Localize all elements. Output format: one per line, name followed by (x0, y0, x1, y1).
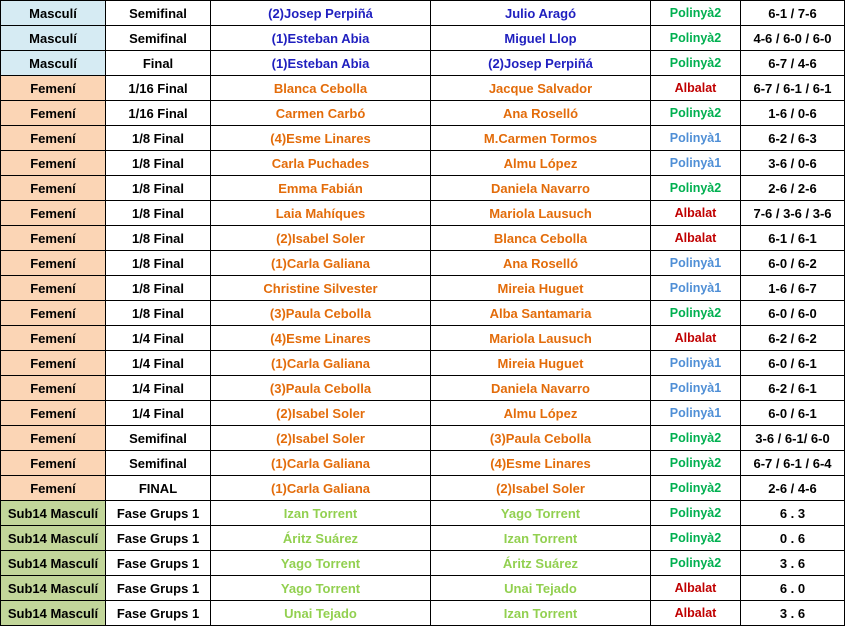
category-cell: Sub14 Masculí (1, 576, 105, 600)
player1-cell: (2)Isabel Soler (211, 401, 430, 425)
score-cell: 2-6 / 2-6 (741, 176, 844, 200)
court-cell: Polinyà1 (651, 376, 740, 400)
category-cell: Masculí (1, 1, 105, 25)
category-cell: Femení (1, 251, 105, 275)
court-cell: Polinyà2 (651, 526, 740, 550)
category-cell: Femení (1, 401, 105, 425)
round-cell: 1/8 Final (106, 251, 210, 275)
player1-cell: Emma Fabián (211, 176, 430, 200)
results-table-body (1, 1, 844, 625)
table-row (1, 501, 844, 525)
score-cell: 0 . 6 (741, 526, 844, 550)
court-cell: Albalat (651, 76, 740, 100)
player2-cell: Alba Santamaria (431, 301, 650, 325)
court-cell: Polinyà1 (651, 351, 740, 375)
table-row (1, 426, 844, 450)
score-cell: 1-6 / 6-7 (741, 276, 844, 300)
round-cell: Semifinal (106, 451, 210, 475)
court-cell: Polinyà2 (651, 101, 740, 125)
table-row (1, 151, 844, 175)
score-cell: 2-6 / 4-6 (741, 476, 844, 500)
round-cell: Fase Grups 1 (106, 526, 210, 550)
court-cell: Polinyà2 (651, 451, 740, 475)
round-cell: Semifinal (106, 426, 210, 450)
court-cell: Polinyà1 (651, 151, 740, 175)
score-cell: 3 . 6 (741, 551, 844, 575)
court-cell: Albalat (651, 201, 740, 225)
table-row (1, 251, 844, 275)
player1-cell: Blanca Cebolla (211, 76, 430, 100)
player2-cell: (2)Isabel Soler (431, 476, 650, 500)
player1-cell: (2)Isabel Soler (211, 226, 430, 250)
table-row (1, 1, 844, 25)
score-cell: 3-6 / 6-1/ 6-0 (741, 426, 844, 450)
player2-cell: Izan Torrent (431, 601, 650, 625)
table-row (1, 601, 844, 625)
court-cell: Polinyà2 (651, 476, 740, 500)
court-cell: Polinyà1 (651, 126, 740, 150)
player1-cell: Carmen Carbó (211, 101, 430, 125)
table-row (1, 126, 844, 150)
player2-cell: Daniela Navarro (431, 176, 650, 200)
player2-cell: Daniela Navarro (431, 376, 650, 400)
table-row (1, 301, 844, 325)
score-cell: 6-0 / 6-1 (741, 351, 844, 375)
player2-cell: Julio Aragó (431, 1, 650, 25)
round-cell: Fase Grups 1 (106, 501, 210, 525)
round-cell: 1/8 Final (106, 126, 210, 150)
table-row (1, 276, 844, 300)
score-cell: 7-6 / 3-6 / 3-6 (741, 201, 844, 225)
score-cell: 6-0 / 6-2 (741, 251, 844, 275)
player2-cell: Mireia Huguet (431, 276, 650, 300)
round-cell: Semifinal (106, 26, 210, 50)
player1-cell: Yago Torrent (211, 551, 430, 575)
category-cell: Femení (1, 226, 105, 250)
table-row (1, 51, 844, 75)
score-cell: 6-7 / 6-1 / 6-1 (741, 76, 844, 100)
player2-cell: M.Carmen Tormos (431, 126, 650, 150)
player1-cell: Unai Tejado (211, 601, 430, 625)
category-cell: Femení (1, 351, 105, 375)
category-cell: Femení (1, 176, 105, 200)
category-cell: Femení (1, 201, 105, 225)
score-cell: 6-7 / 4-6 (741, 51, 844, 75)
player2-cell: (2)Josep Perpiñá (431, 51, 650, 75)
round-cell: 1/4 Final (106, 351, 210, 375)
court-cell: Polinyà2 (651, 26, 740, 50)
player2-cell: Yago Torrent (431, 501, 650, 525)
category-cell: Sub14 Masculí (1, 551, 105, 575)
category-cell: Masculí (1, 26, 105, 50)
category-cell: Femení (1, 451, 105, 475)
score-cell: 6-0 / 6-1 (741, 401, 844, 425)
score-cell: 6 . 3 (741, 501, 844, 525)
category-cell: Femení (1, 376, 105, 400)
round-cell: 1/8 Final (106, 301, 210, 325)
round-cell: FINAL (106, 476, 210, 500)
court-cell: Polinyà2 (651, 426, 740, 450)
round-cell: 1/8 Final (106, 176, 210, 200)
round-cell: 1/4 Final (106, 376, 210, 400)
score-cell: 3 . 6 (741, 601, 844, 625)
player1-cell: Christine Silvester (211, 276, 430, 300)
score-cell: 6-1 / 7-6 (741, 1, 844, 25)
category-cell: Sub14 Masculí (1, 501, 105, 525)
score-cell: 6-1 / 6-1 (741, 226, 844, 250)
table-row (1, 376, 844, 400)
round-cell: 1/16 Final (106, 76, 210, 100)
player1-cell: (4)Esme Linares (211, 126, 430, 150)
player2-cell: Blanca Cebolla (431, 226, 650, 250)
category-cell: Sub14 Masculí (1, 526, 105, 550)
round-cell: 1/8 Final (106, 276, 210, 300)
round-cell: Final (106, 51, 210, 75)
round-cell: 1/8 Final (106, 226, 210, 250)
table-row (1, 526, 844, 550)
player1-cell: (2)Josep Perpiñá (211, 1, 430, 25)
player1-cell: (1)Carla Galiana (211, 451, 430, 475)
table-row (1, 351, 844, 375)
player2-cell: Mariola Lausuch (431, 201, 650, 225)
category-cell: Femení (1, 101, 105, 125)
round-cell: Semifinal (106, 1, 210, 25)
table-row (1, 451, 844, 475)
court-cell: Polinyà2 (651, 176, 740, 200)
player2-cell: Unai Tejado (431, 576, 650, 600)
player1-cell: Carla Puchades (211, 151, 430, 175)
player1-cell: Áritz Suárez (211, 526, 430, 550)
court-cell: Albalat (651, 326, 740, 350)
score-cell: 6-7 / 6-1 / 6-4 (741, 451, 844, 475)
player2-cell: Mireia Huguet (431, 351, 650, 375)
table-row (1, 101, 844, 125)
player2-cell: (4)Esme Linares (431, 451, 650, 475)
category-cell: Femení (1, 476, 105, 500)
category-cell: Femení (1, 301, 105, 325)
round-cell: Fase Grups 1 (106, 551, 210, 575)
category-cell: Femení (1, 151, 105, 175)
court-cell: Polinyà2 (651, 301, 740, 325)
score-cell: 3-6 / 0-6 (741, 151, 844, 175)
table-row (1, 201, 844, 225)
round-cell: 1/8 Final (106, 151, 210, 175)
player2-cell: Jacque Salvador (431, 76, 650, 100)
score-cell: 6-2 / 6-2 (741, 326, 844, 350)
player1-cell: (1)Carla Galiana (211, 476, 430, 500)
player1-cell: (1)Carla Galiana (211, 251, 430, 275)
player2-cell: Izan Torrent (431, 526, 650, 550)
court-cell: Albalat (651, 226, 740, 250)
player1-cell: (3)Paula Cebolla (211, 376, 430, 400)
round-cell: 1/16 Final (106, 101, 210, 125)
court-cell: Polinyà1 (651, 276, 740, 300)
player1-cell: (1)Carla Galiana (211, 351, 430, 375)
table-row (1, 26, 844, 50)
court-cell: Polinyà2 (651, 51, 740, 75)
table-row (1, 176, 844, 200)
player1-cell: Yago Torrent (211, 576, 430, 600)
player1-cell: (3)Paula Cebolla (211, 301, 430, 325)
court-cell: Polinyà2 (651, 1, 740, 25)
table-row (1, 476, 844, 500)
score-cell: 6-2 / 6-1 (741, 376, 844, 400)
round-cell: Fase Grups 1 (106, 601, 210, 625)
table-row (1, 226, 844, 250)
score-cell: 4-6 / 6-0 / 6-0 (741, 26, 844, 50)
player2-cell: Mariola Lausuch (431, 326, 650, 350)
score-cell: 1-6 / 0-6 (741, 101, 844, 125)
round-cell: 1/4 Final (106, 326, 210, 350)
category-cell: Masculí (1, 51, 105, 75)
court-cell: Albalat (651, 601, 740, 625)
round-cell: Fase Grups 1 (106, 576, 210, 600)
round-cell: 1/8 Final (106, 201, 210, 225)
score-cell: 6 . 0 (741, 576, 844, 600)
score-cell: 6-0 / 6-0 (741, 301, 844, 325)
player1-cell: Laia Mahíques (211, 201, 430, 225)
category-cell: Femení (1, 126, 105, 150)
player2-cell: Áritz Suárez (431, 551, 650, 575)
category-cell: Femení (1, 326, 105, 350)
score-cell: 6-2 / 6-3 (741, 126, 844, 150)
player1-cell: (1)Esteban Abia (211, 26, 430, 50)
player1-cell: (2)Isabel Soler (211, 426, 430, 450)
player2-cell: Ana Roselló (431, 251, 650, 275)
category-cell: Femení (1, 426, 105, 450)
court-cell: Albalat (651, 576, 740, 600)
table-row (1, 576, 844, 600)
player2-cell: Almu López (431, 151, 650, 175)
category-cell: Sub14 Masculí (1, 601, 105, 625)
court-cell: Polinyà1 (651, 251, 740, 275)
player1-cell: (1)Esteban Abia (211, 51, 430, 75)
round-cell: 1/4 Final (106, 401, 210, 425)
court-cell: Polinyà2 (651, 551, 740, 575)
category-cell: Femení (1, 276, 105, 300)
table-row (1, 326, 844, 350)
category-cell: Femení (1, 76, 105, 100)
player2-cell: (3)Paula Cebolla (431, 426, 650, 450)
player2-cell: Almu López (431, 401, 650, 425)
table-row (1, 401, 844, 425)
player1-cell: Izan Torrent (211, 501, 430, 525)
player2-cell: Miguel Llop (431, 26, 650, 50)
court-cell: Polinyà1 (651, 401, 740, 425)
court-cell: Polinyà2 (651, 501, 740, 525)
table-row (1, 551, 844, 575)
player2-cell: Ana Roselló (431, 101, 650, 125)
player1-cell: (4)Esme Linares (211, 326, 430, 350)
table-row (1, 76, 844, 100)
